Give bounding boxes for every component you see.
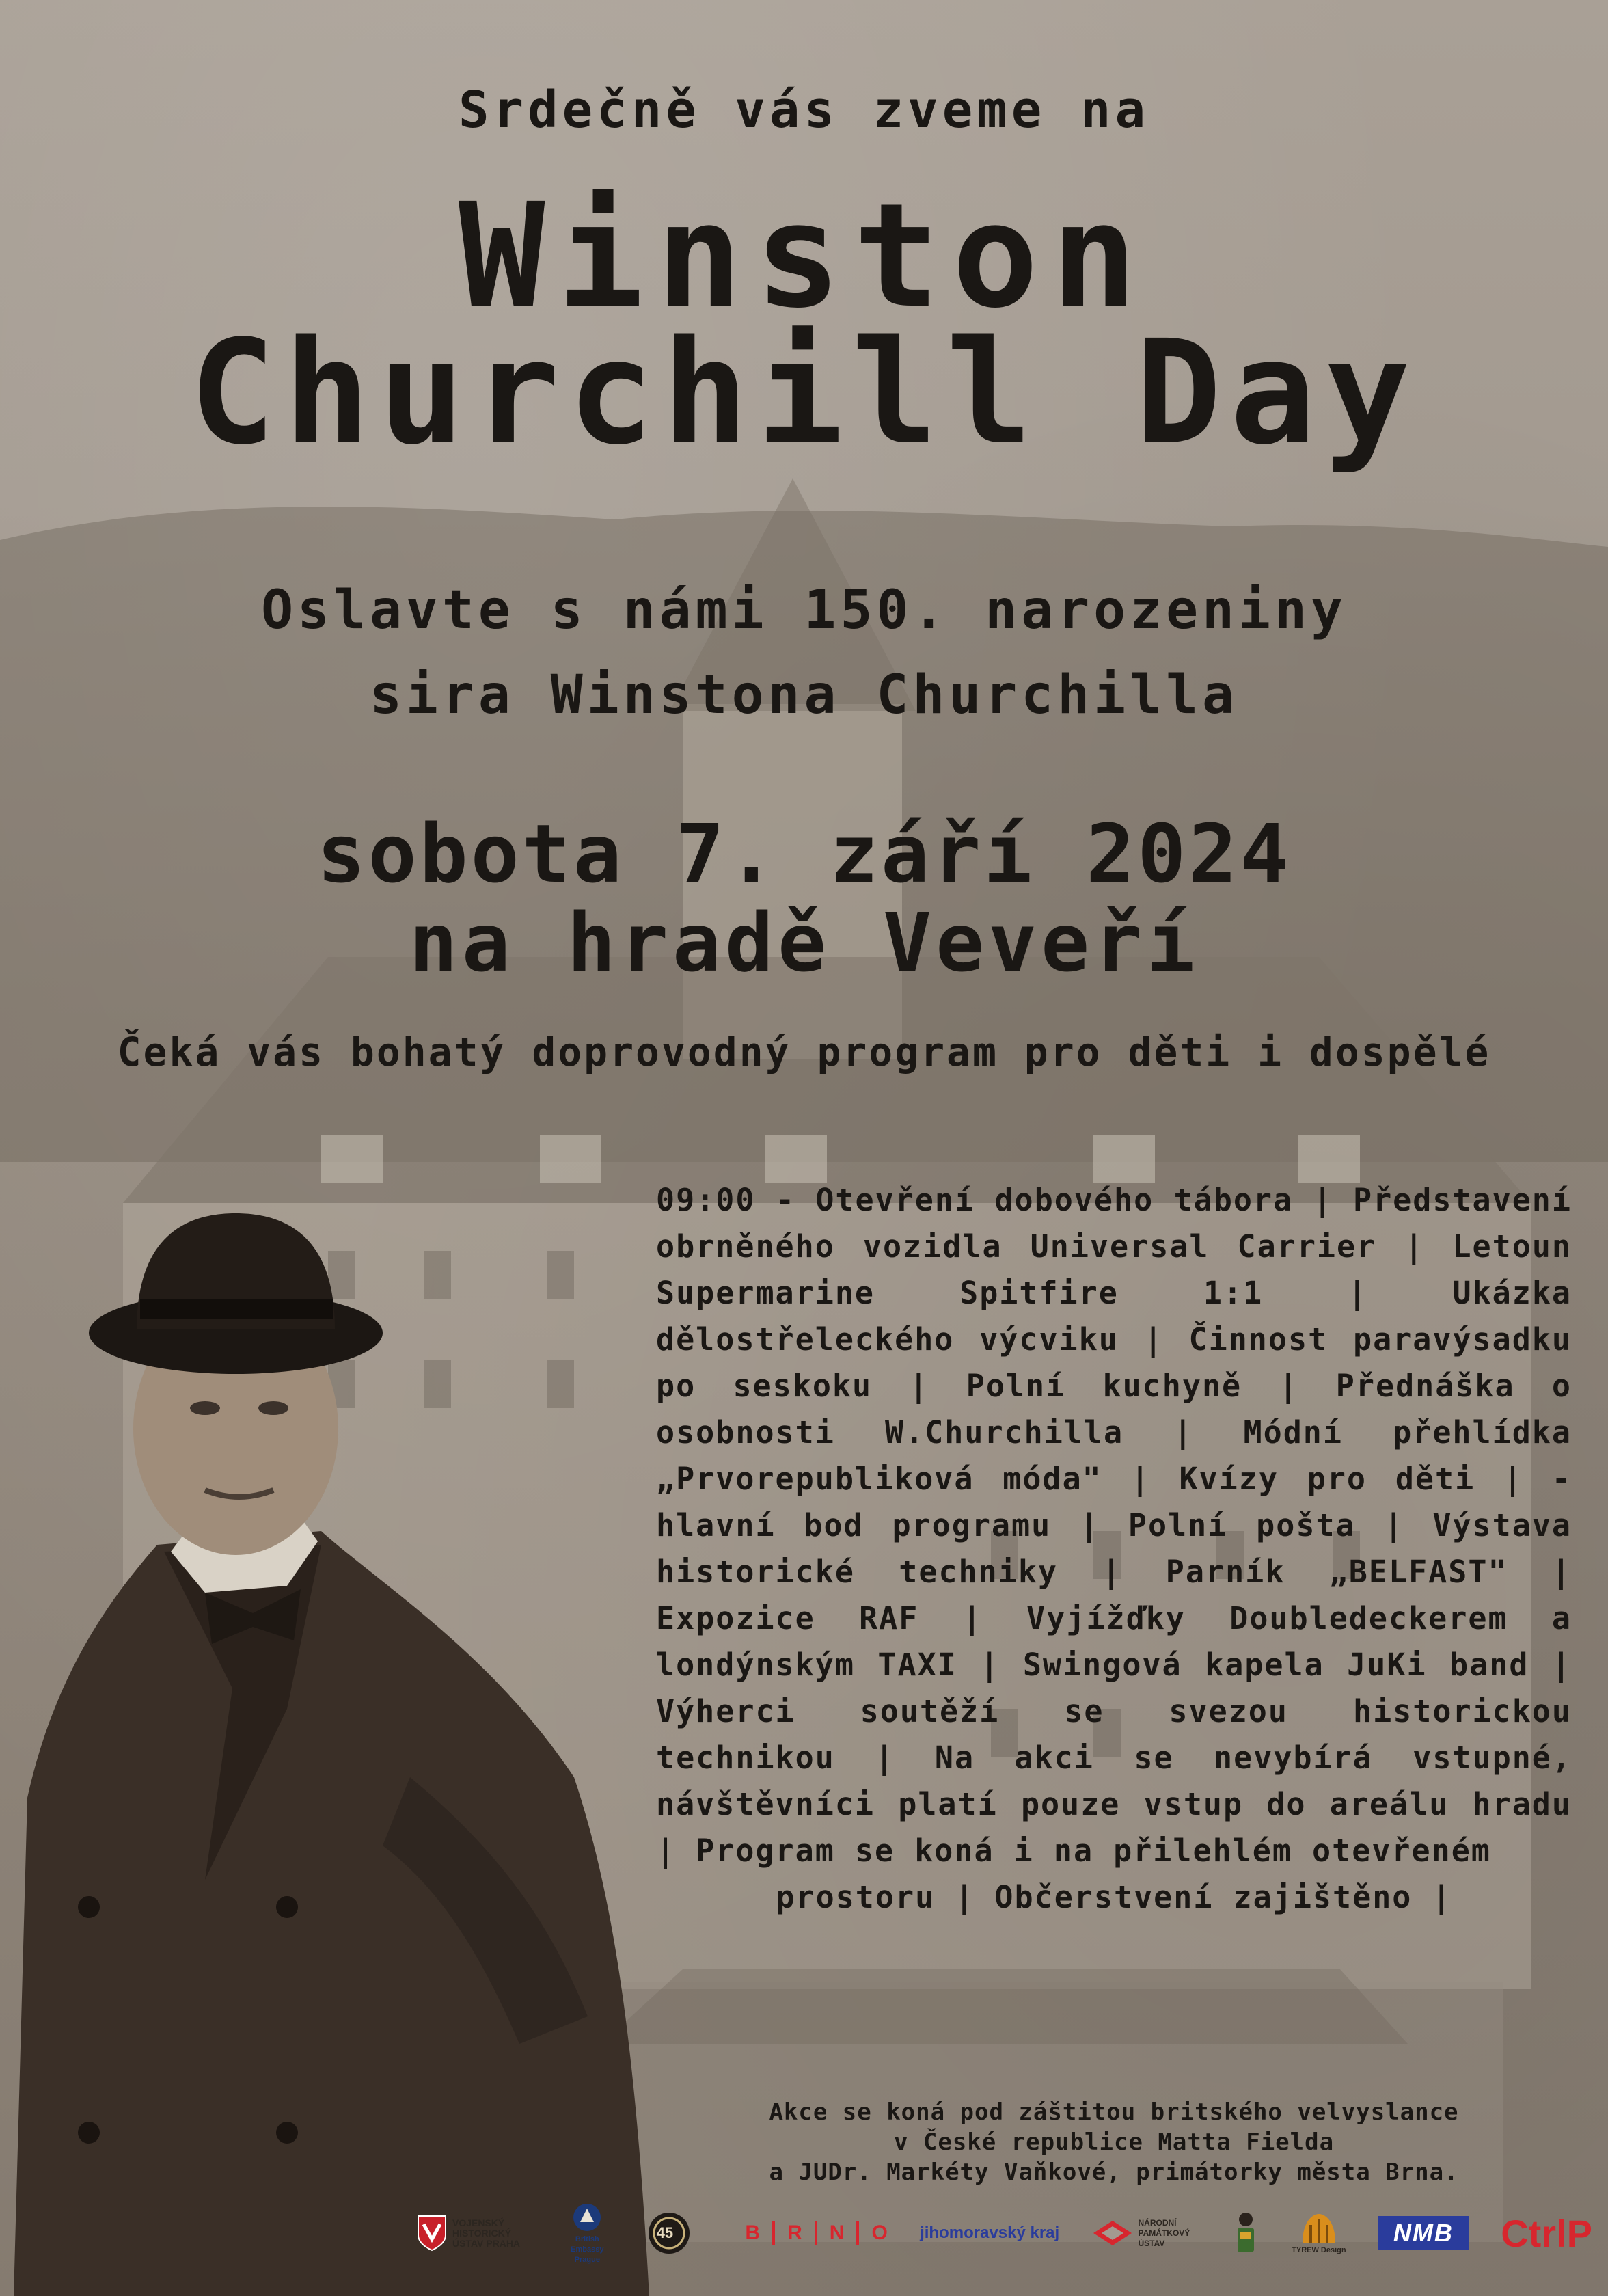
event-title-line1: Winston <box>458 172 1149 340</box>
brno-divider <box>815 2221 817 2245</box>
brno-letter-b: B <box>745 2221 761 2244</box>
npu-mark-icon <box>1092 2219 1133 2247</box>
tyrex-text: TYREW Design <box>1292 2245 1346 2254</box>
brno-letter-r: R <box>787 2221 802 2244</box>
sponsor-logos <box>417 2196 1592 2271</box>
ctrlp-logo <box>1501 2211 1592 2256</box>
badge-number: 45 <box>656 2224 674 2241</box>
embassy-logo <box>560 2202 614 2265</box>
brno-divider <box>772 2221 775 2245</box>
patron-line1: Akce se koná pod záštitou britského velvyslance <box>769 2098 1459 2126</box>
brno-divider <box>856 2221 859 2245</box>
brno-logo <box>745 2221 887 2245</box>
brno-letter-o: O <box>871 2221 888 2244</box>
ctrlp-text: CtrlP <box>1501 2211 1592 2255</box>
npu-text: NÁRODNÍ PAMÁTKOVÝ ÚSTAV <box>1138 2217 1190 2248</box>
patronage-note <box>656 2097 1572 2187</box>
event-title-line2: Churchill Day <box>189 309 1419 476</box>
npu-logo <box>1092 2218 1200 2249</box>
badge-logo <box>647 2211 713 2255</box>
event-date: sobota 7. září 2024 <box>316 807 1292 901</box>
brno-letter-n: N <box>829 2221 845 2244</box>
crest-icon <box>571 2202 603 2233</box>
event-place: na hradě Veveří <box>409 895 1199 990</box>
vhu-logo <box>417 2215 528 2252</box>
nmb-text: NMB <box>1378 2216 1469 2250</box>
tyrex-logo <box>1292 2211 1346 2256</box>
jmk-logo <box>920 2224 1059 2243</box>
subtitle-line2: sira Winstona Churchilla <box>369 664 1239 726</box>
embassy-text: British Embassy Prague <box>571 2234 604 2264</box>
subtitle-line1: Oslavte s námi 150. narozeniny <box>261 580 1347 641</box>
nmb-logo <box>1378 2216 1469 2250</box>
vhu-shield-icon <box>417 2215 447 2252</box>
program-tagline: Čeká vás bohatý doprovodný program pro děti i dospělé <box>117 1029 1491 1075</box>
program-text: 09:00 - Otevření dobového tábora | Představení obrněného vozidla Universal Carrier | Letoun Supermarine Spitfire 1:1 | Ukázka dělostřeleckého výcviku | Činnost paravýsadku po seskoku | Polní kuchyně | Přednáška o osobnosti W.Churchilla | Módní přehlídka „Prvorepubliková móda" | Kvízy pro děti | - hlavní bod programu | Polní pošta | Výstava historické techniky | Parník „BELFAST" | Expozice RAF | Vyjížďky Doubledeckerem a londýnským TAXI | Swingová kapela JuKi band | Výherci soutěží se svezou historickou technikou | Na akci se nevybírá vstupné, návštěvníci platí pouze vstup do areálu hradu | Program se koná i na přilehlém otevřeném <box>656 1182 1572 1869</box>
invitation-intro: Srdečně vás zveme na <box>458 81 1150 139</box>
patron-line2: v České republice Matta Fielda <box>893 2129 1335 2156</box>
chef-logo <box>1232 2211 1259 2255</box>
program-text-last: prostoru | Občerstvení zajištěno | <box>776 1879 1452 1915</box>
patron-line3: a JUDr. Markéty Vaňkové, primátorky města Brna. <box>769 2159 1459 2186</box>
vhu-text: VOJENSKÝ HISTORICKÝ ÚSTAV PRAHA <box>452 2217 521 2249</box>
jmk-text: jihomoravský kraj <box>920 2224 1060 2242</box>
program-list <box>656 1177 1572 1921</box>
tyrex-mark-icon <box>1300 2211 1338 2245</box>
figure-icon <box>1232 2211 1259 2255</box>
